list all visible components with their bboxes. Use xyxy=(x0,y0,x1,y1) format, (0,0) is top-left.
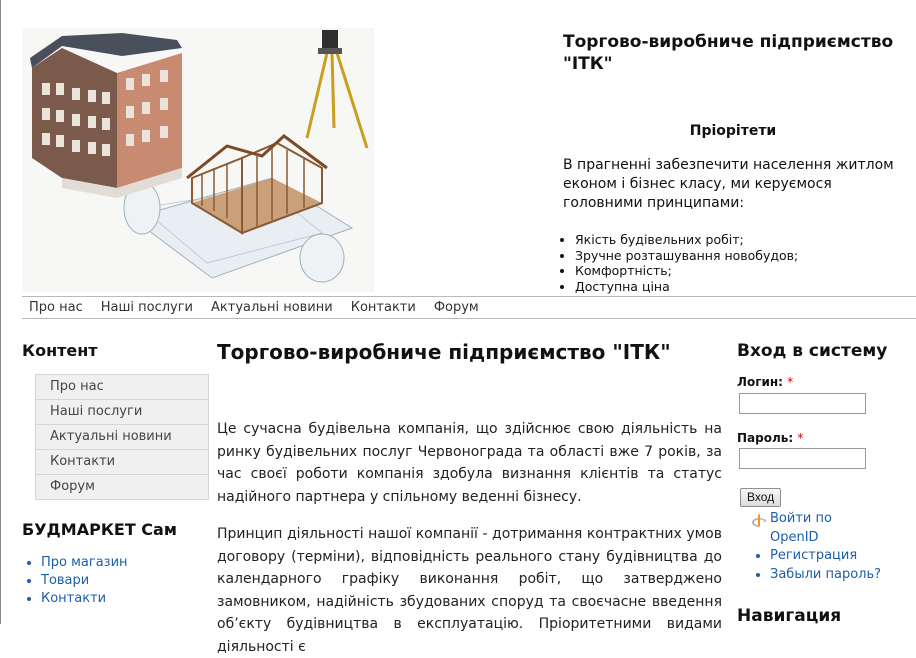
page-title: Торгово-виробниче підприємство "ІТК" xyxy=(217,340,671,364)
content-menu-item-contacts[interactable]: Контакти xyxy=(36,450,208,475)
username-field[interactable] xyxy=(739,393,866,414)
window-left-border xyxy=(0,0,1,624)
site-name: Торгово-виробниче підприємство "ІТК" xyxy=(563,32,894,74)
main-paragraph-1: Це сучасна будівельна компанія, що здійснює свою діяльність на ринку будівельних послуг Червонограда та області вже 7 років, за час своєї роботи компанія здобула визнання клієнтів та статус надійного партнера у спільному веденні бізнесу. xyxy=(217,421,722,505)
content-menu xyxy=(35,374,209,500)
content-menu-item-about[interactable]: Про нас xyxy=(36,375,208,400)
login-button[interactable]: Вход xyxy=(740,488,781,507)
shop-block-title: БУДМАРКЕТ Сам xyxy=(22,520,177,539)
list-item xyxy=(770,566,881,585)
list-item xyxy=(770,547,881,566)
openid-login-link[interactable]: Войти по OpenID xyxy=(770,511,832,545)
openid-icon xyxy=(752,514,766,527)
priority-item: • Якість будівельних робіт; xyxy=(575,232,798,248)
password-field[interactable] xyxy=(739,448,866,469)
shop-link-about[interactable]: Про магазин xyxy=(41,555,128,570)
primary-nav xyxy=(22,296,916,319)
username-label-text: Логин: xyxy=(737,375,783,389)
shop-link-products[interactable]: Товари xyxy=(41,573,90,588)
content-block-title: Контент xyxy=(22,341,98,360)
user-links xyxy=(751,510,881,584)
register-link[interactable]: Регистрация xyxy=(770,548,858,563)
required-mark: * xyxy=(797,431,804,445)
password-label-text: Пароль: xyxy=(737,431,794,445)
nav-link-contacts[interactable]: Контакти xyxy=(350,300,416,315)
nav-link-about[interactable]: Про нас xyxy=(29,300,83,315)
list-item xyxy=(770,510,881,547)
priority-item: • Зручне розташування новобудов; xyxy=(575,248,798,264)
content-menu-item-news[interactable]: Актуальні новини xyxy=(36,425,208,450)
list-item xyxy=(41,590,128,608)
priority-item: • Комфортність; xyxy=(575,263,798,279)
list-item xyxy=(41,572,128,590)
priorities-title: Пріорітети xyxy=(689,123,777,139)
nav-link-news[interactable]: Актуальні новини xyxy=(211,300,333,315)
priorities-text: В прагненні забезпечити населення житлом економ і бізнес класу, ми керуємося головними принципами: xyxy=(563,157,894,211)
shop-link-contacts[interactable]: Контакти xyxy=(41,591,107,606)
nav-link-forum[interactable]: Форум xyxy=(433,300,479,315)
shop-links xyxy=(22,554,128,608)
list-item xyxy=(41,554,128,572)
content-menu-item-services[interactable]: Наші послуги xyxy=(36,400,208,425)
content-menu-item-forum[interactable]: Форум xyxy=(36,475,208,500)
main-paragraph-2: Принцип діяльності нашої компанії - дотримання контрактних умов договору (терміни), відповідність реального стану будівництва до календарного графіку виконання робіт, що затверджено замовником, надійність збудованих споруд та своєчасне введення об’єкту будівництва в експлуатацію. Пріоритетними видами діяльності є xyxy=(217,526,722,655)
login-block-title: Вход в систему xyxy=(737,341,888,361)
password-label xyxy=(737,431,803,445)
navigation-block-title: Навигация xyxy=(737,606,842,626)
header-image xyxy=(22,28,374,292)
required-mark: * xyxy=(787,375,794,389)
construction-illustration xyxy=(22,28,374,292)
username-label xyxy=(737,375,793,389)
forgot-password-link[interactable]: Забыли пароль? xyxy=(770,566,882,582)
priorities-list xyxy=(563,232,798,294)
priority-item: • Доступна ціна xyxy=(575,279,798,295)
nav-link-services[interactable]: Наші послуги xyxy=(100,300,193,315)
